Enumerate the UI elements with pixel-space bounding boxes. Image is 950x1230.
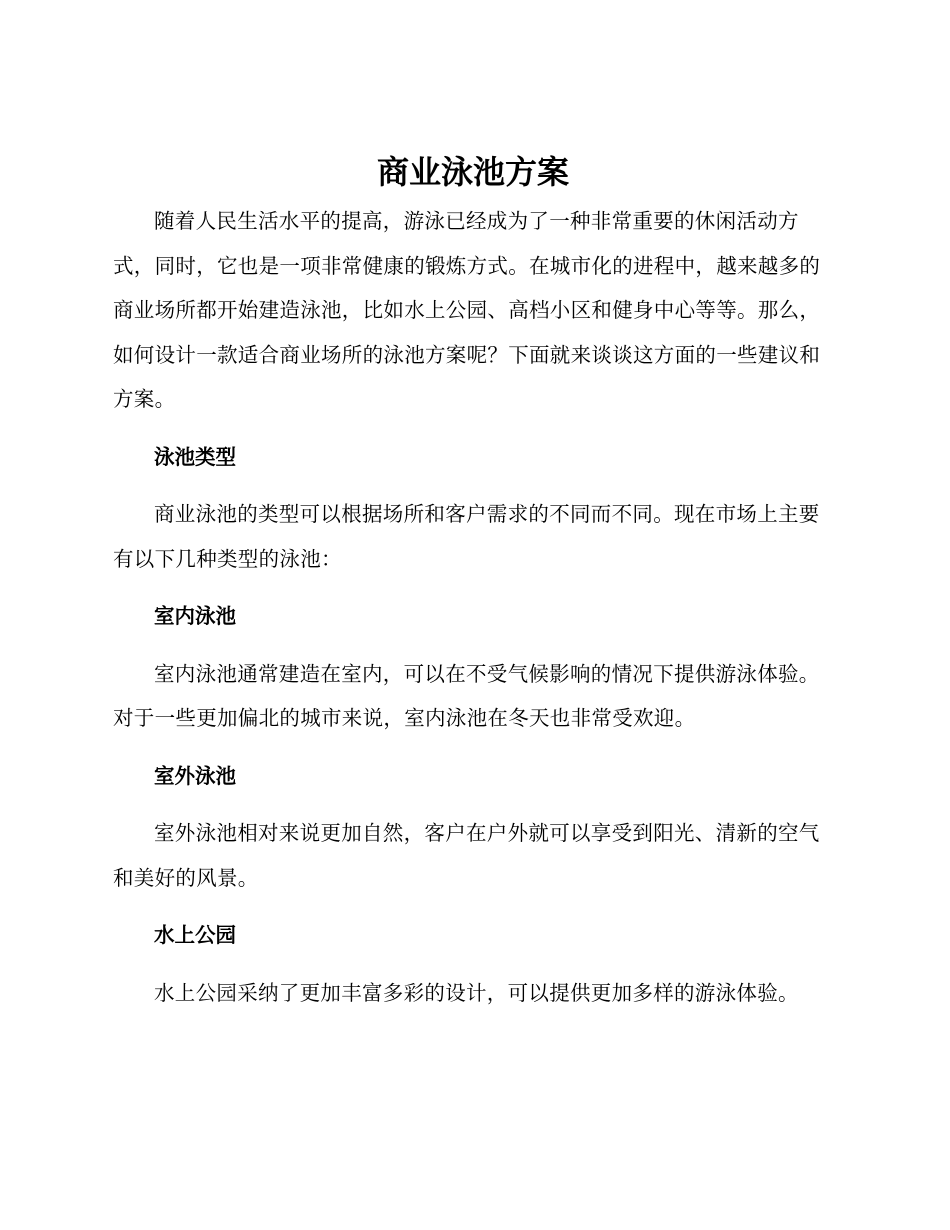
document-page (113, 148, 833, 1015)
spacer (113, 422, 833, 435)
section-heading-outdoor-pool: 室外泳池 (154, 763, 236, 788)
spacer (113, 958, 833, 971)
section-heading-indoor-pool: 室内泳池 (154, 604, 236, 628)
section-paragraph-outdoor-pool: 室外泳池相对来说更加自然，客户在户外就可以享受到阳光、清新的空气和美好的风景。 (113, 821, 820, 890)
section-paragraph-pool-types: 商业泳池的类型可以根据场所和客户需求的不同而不同。现在市场上主要有以下几种类型的泳池： (113, 502, 820, 571)
spacer (113, 741, 833, 754)
section-heading-pool-types: 泳池类型 (154, 444, 236, 469)
spacer (113, 581, 833, 594)
section-heading-water-park: 水上公园 (154, 923, 236, 947)
intro-paragraph: 随着人民生活水平的提高，游泳已经成为了一种非常重要的休闲活动方式，同时，它也是一项非常健康的锻炼方式。在城市化的进程中，越来越多的商业场所都开始建造泳池，比如水上公园、高档小区和健身中心等等。那么，如何设计一款适合商业场所的泳池方案呢？下面就来谈谈这方面的一些建议和方案。 (113, 209, 821, 411)
section-paragraph-indoor-pool: 室内泳池通常建造在室内，可以在不受气候影响的情况下提供游泳体验。对于一些更加偏北的城市来说，室内泳池在冬天也非常受欢迎。 (113, 661, 820, 730)
spacer (113, 798, 833, 811)
spacer (113, 639, 833, 652)
spacer (113, 900, 833, 913)
spacer (113, 479, 833, 492)
section-paragraph-water-park: 水上公园采纳了更加丰富多彩的设计，可以提供更加多样的游泳体验。 (154, 980, 799, 1005)
document-title: 商业泳池方案 (376, 153, 569, 191)
